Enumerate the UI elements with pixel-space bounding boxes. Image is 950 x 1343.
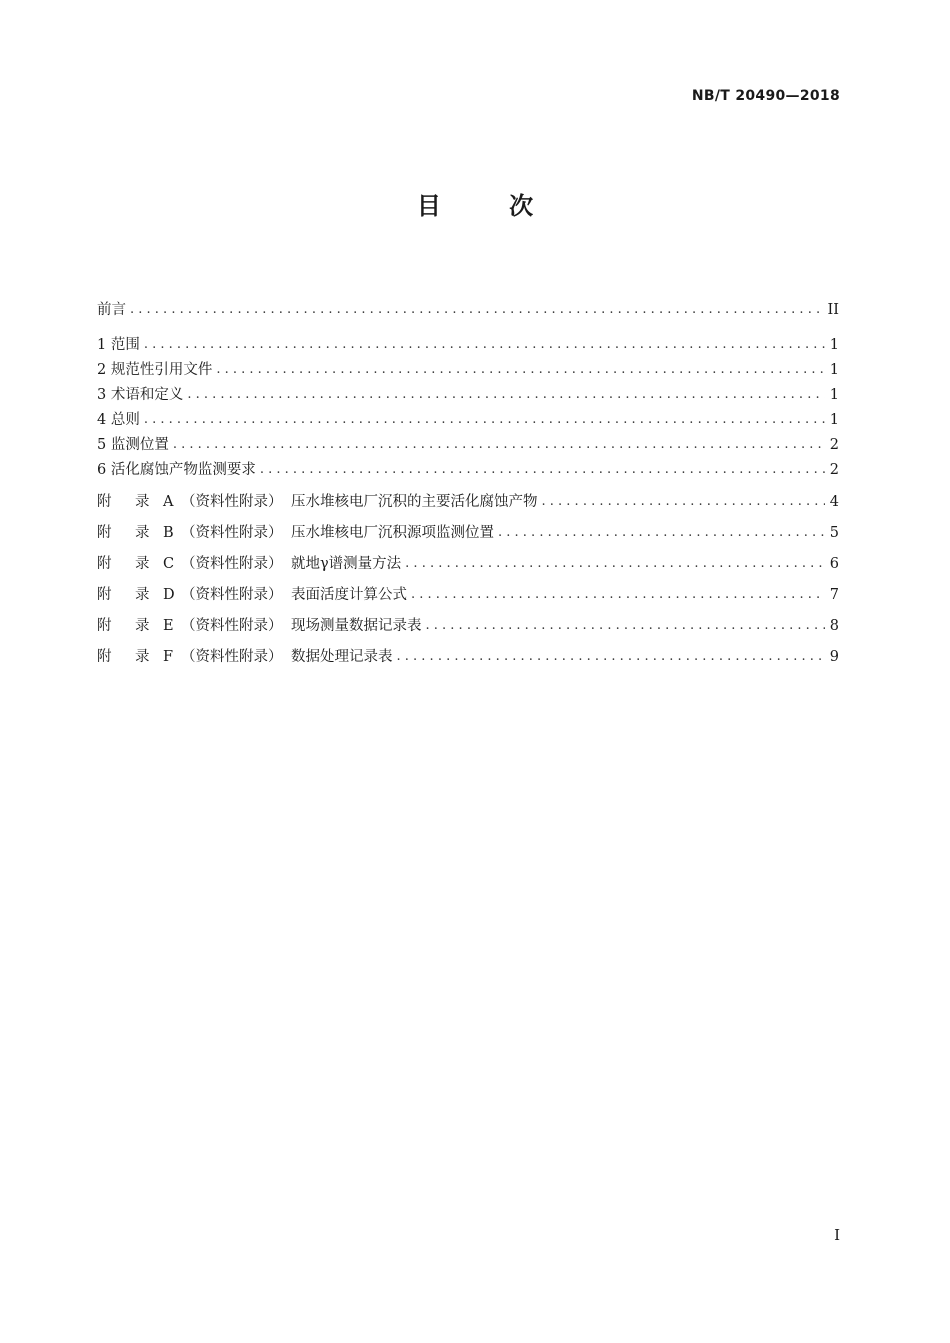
toc-entry-annex-f[interactable] xyxy=(97,647,839,667)
toc-leader-dots xyxy=(498,523,825,543)
toc-page-number: II xyxy=(827,302,839,318)
annex-letter: B xyxy=(163,525,174,541)
toc-leader-dots xyxy=(144,410,825,430)
toc-entry-foreword[interactable] xyxy=(97,300,839,320)
annex-title: 压水堆核电厂沉积的主要活化腐蚀产物 xyxy=(291,494,538,510)
annex-label xyxy=(97,554,401,574)
toc-label: 前言 xyxy=(97,302,126,318)
annex-letter: E xyxy=(163,618,174,634)
annex-word: 录 xyxy=(135,618,150,634)
annex-word: 录 xyxy=(135,587,150,603)
toc-entry-monitoring-requirements[interactable] xyxy=(97,460,839,480)
annex-prefix: 附 xyxy=(97,525,112,541)
page-number: I xyxy=(834,1226,840,1244)
toc-label: 4 总则 xyxy=(97,412,140,428)
annex-title: 压水堆核电厂沉积源项监测位置 xyxy=(291,525,494,541)
toc-leader-dots xyxy=(411,585,825,605)
toc-page-number: 1 xyxy=(829,387,839,403)
toc-page-number: 4 xyxy=(829,494,839,510)
toc-label: 3 术语和定义 xyxy=(97,387,184,403)
toc-leader-dots xyxy=(397,647,826,667)
annex-prefix: 附 xyxy=(97,494,112,510)
toc-page-number: 5 xyxy=(829,525,839,541)
toc-leader-dots xyxy=(187,385,825,405)
annex-title: 就地γ谱测量方法 xyxy=(291,556,402,572)
toc-page-number: 1 xyxy=(829,337,839,353)
toc-page-number: 6 xyxy=(829,556,839,572)
toc-leader-dots xyxy=(260,460,825,480)
annex-kind: （资料性附录） xyxy=(181,587,283,603)
annex-label xyxy=(97,492,538,512)
annex-kind: （资料性附录） xyxy=(181,649,283,665)
annex-title: 现场测量数据记录表 xyxy=(291,618,422,634)
toc-page-number: 8 xyxy=(829,618,839,634)
annex-letter: C xyxy=(163,556,175,572)
toc-entry-annex-a[interactable] xyxy=(97,492,839,512)
annex-word: 录 xyxy=(135,556,150,572)
toc-leader-dots xyxy=(130,300,824,320)
annex-label xyxy=(97,616,422,636)
annex-kind: （资料性附录） xyxy=(181,525,283,541)
standard-code: NB/T 20490—2018 xyxy=(691,88,840,104)
toc-page-number: 2 xyxy=(829,437,839,453)
annex-title: 数据处理记录表 xyxy=(291,649,393,665)
annex-title: 表面活度计算公式 xyxy=(291,587,407,603)
toc-entry-normative-references[interactable] xyxy=(97,360,839,380)
toc-entry-scope[interactable] xyxy=(97,335,839,355)
annex-prefix: 附 xyxy=(97,618,112,634)
annex-kind: （资料性附录） xyxy=(181,618,283,634)
toc-entry-annex-e[interactable] xyxy=(97,616,839,636)
annex-prefix: 附 xyxy=(97,649,112,665)
toc-entry-general[interactable] xyxy=(97,410,839,430)
toc-page-number: 7 xyxy=(829,587,839,603)
toc-label: 6 活化腐蚀产物监测要求 xyxy=(97,462,256,478)
toc-leader-dots xyxy=(216,360,825,380)
toc-entry-annex-c[interactable] xyxy=(97,554,839,574)
annex-prefix: 附 xyxy=(97,587,112,603)
toc-label: 5 监测位置 xyxy=(97,437,169,453)
toc-label: 1 范围 xyxy=(97,337,140,353)
table-of-contents xyxy=(97,300,839,667)
toc-leader-dots xyxy=(426,616,826,636)
toc-label: 2 规范性引用文件 xyxy=(97,362,213,378)
toc-entry-monitoring-location[interactable] xyxy=(97,435,839,455)
toc-page-number: 1 xyxy=(829,412,839,428)
toc-leader-dots xyxy=(542,492,826,512)
annex-word: 录 xyxy=(135,494,150,510)
annex-label xyxy=(97,523,494,543)
toc-entry-terms[interactable] xyxy=(97,385,839,405)
toc-leader-dots xyxy=(405,554,825,574)
annex-letter: D xyxy=(163,587,175,603)
annex-label xyxy=(97,647,393,667)
annex-kind: （资料性附录） xyxy=(181,494,283,510)
toc-leader-dots xyxy=(144,335,825,355)
toc-page-number: 2 xyxy=(829,462,839,478)
page-title: 目 次 xyxy=(416,192,564,220)
annex-label xyxy=(97,585,407,605)
toc-page-number: 1 xyxy=(829,362,839,378)
annex-kind: （资料性附录） xyxy=(181,556,283,572)
toc-leader-dots xyxy=(173,435,825,455)
annex-letter: F xyxy=(163,649,174,665)
toc-entry-annex-d[interactable] xyxy=(97,585,839,605)
annex-letter: A xyxy=(163,494,174,510)
toc-page-number: 9 xyxy=(829,649,839,665)
annex-word: 录 xyxy=(135,525,150,541)
toc-entry-annex-b[interactable] xyxy=(97,523,839,543)
annex-word: 录 xyxy=(135,649,150,665)
annex-prefix: 附 xyxy=(97,556,112,572)
